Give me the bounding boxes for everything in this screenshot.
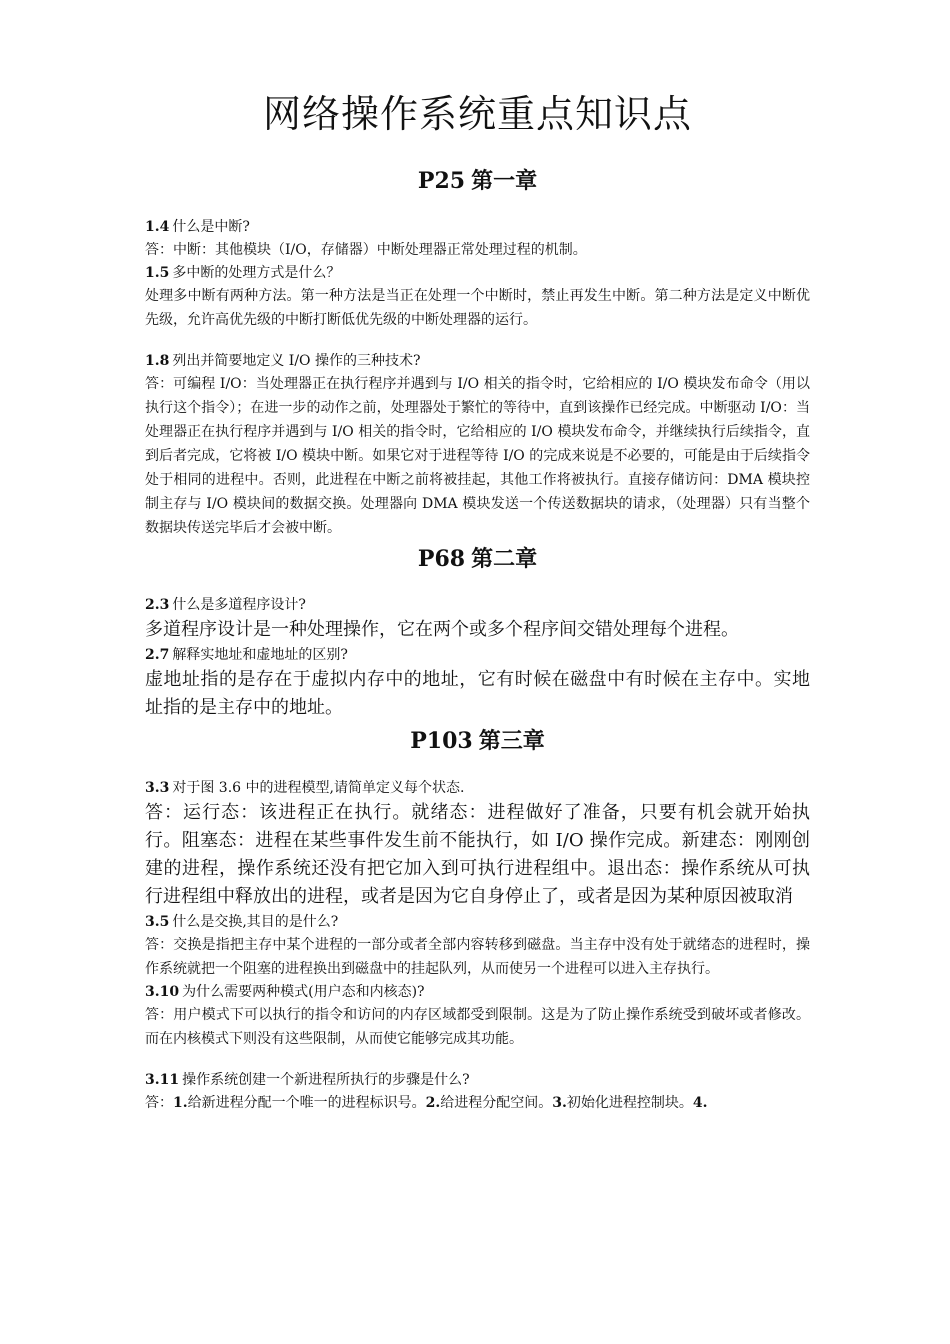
question-number: 3.11	[145, 1071, 180, 1088]
question-text: 什么是中断?	[172, 218, 250, 235]
step-text: 初始化进程控制块。	[566, 1094, 693, 1111]
question	[145, 262, 810, 284]
question-number: 3.10	[145, 983, 180, 1000]
chapter-number: P25	[417, 167, 466, 194]
step-text: 给进程分配空间。	[440, 1094, 553, 1111]
step-number: 4.	[692, 1094, 708, 1111]
answer-text: 答：运行态：该进程正在执行。就绪态：进程做好了准备，只要有机会就开始执行。阻塞态：进程在某些事件发生前不能执行，如 I/O 操作完成。新建态：刚刚创建的进程，操作系统还没有把它加入到可执行进程组中。退出态：操作系统从可执行进程组中释放出的进程，或者是因为它自身停止了，或者是因为某种原因被取消	[145, 801, 810, 907]
question-number: 1.4	[145, 218, 170, 235]
question	[145, 981, 810, 1003]
answer-text: 虚地址指的是存在于虚拟内存中的地址，它有时候在磁盘中有时候在主存中。实地址指的是主存中的地址。	[145, 669, 810, 719]
answer-text: 多道程序设计是一种处理操作，它在两个或多个程序间交错处理每个进程。	[145, 619, 739, 641]
answer-text: 答：中断：其他模块（I/O，存储器）中断处理器正常处理过程的机制。	[145, 241, 587, 258]
question-text: 列出并简要地定义 I/O 操作的三种技术?	[172, 352, 421, 369]
question-text: 什么是多道程序设计?	[172, 597, 306, 614]
document-title: 网络操作系统重点知识点	[262, 92, 692, 136]
answer-prefix: 答：	[145, 1094, 173, 1111]
chapter-heading	[145, 546, 810, 572]
step-number: 3.	[552, 1094, 567, 1111]
answer-steps	[145, 1091, 810, 1115]
question-text: 操作系统创建一个新进程所执行的步骤是什么?	[182, 1071, 470, 1088]
question	[145, 594, 810, 616]
question-text: 为什么需要两种模式(用户态和内核态)?	[182, 983, 425, 1000]
question-number: 3.3	[145, 779, 170, 796]
question-text: 多中断的处理方式是什么？	[172, 264, 341, 281]
step-number: 1.	[173, 1094, 188, 1111]
question	[145, 644, 810, 666]
step-text: 给新进程分配一个唯一的进程标识号。	[187, 1094, 426, 1111]
step-number: 2.	[425, 1094, 441, 1111]
question	[145, 777, 810, 799]
chapter-number: P68	[417, 545, 466, 572]
chapter-label: 第三章	[478, 728, 545, 755]
answer-text: 答：可编程 I/O：当处理器正在执行程序并遇到与 I/O 相关的指令时，它给相应的 I/O 模块发布命令（用以执行这个指令）；在进一步的动作之前，处理器处于繁忙的等待中，直到该操作已经完成。中断驱动 I/O：当处理器正在执行程序并遇到与 I/O 相关的指令时，它给相应的 I/O 模块发布命令，并继续执行后续指令，直到后者完成，它将被 I/O 模块中断。如果它对于进程等待 I/O 的完成来说是不必要的，可能是由于后续指令处于相同的进程中。否则，此进程在中断之前将被挂起，其他工作将被执行。直接存储访问：DMA 模块控制主存与 I/O 模块间的数据交换。处理器向 DMA 模块发送一个传送数据块的请求，（处理器）只有当整个数据块传送完毕后才会被中断。	[145, 375, 810, 536]
question-number: 2.3	[145, 597, 170, 614]
document-page	[145, 92, 810, 1115]
chapter-number: P103	[410, 728, 473, 755]
question-text: 解释实地址和虚地址的区别?	[172, 647, 348, 664]
question	[145, 911, 810, 933]
chapter-heading	[145, 728, 810, 754]
answer-text: 答：交换是指把主存中某个进程的一部分或者全部内容转移到磁盘。当主存中没有处于就绪态的进程时，操作系统就把一个阻塞的进程换出到磁盘中的挂起队列，从而使另一个进程可以进入主存执行。	[145, 936, 810, 977]
question-number: 3.5	[145, 913, 170, 930]
question	[145, 216, 810, 238]
question	[145, 350, 810, 372]
chapter-heading	[145, 168, 810, 194]
answer-text: 答：用户模式下可以执行的指令和访问的内存区域都受到限制。这是为了防止操作系统受到破坏或者修改。而在内核模式下则没有这些限制，从而使它能够完成其功能。	[145, 1006, 810, 1047]
chapter-label: 第一章	[471, 167, 538, 194]
question	[145, 1069, 810, 1091]
chapter-label: 第二章	[471, 545, 538, 572]
question-number: 1.5	[145, 264, 170, 281]
question-text: 对于图 3.6 中的进程模型,请简单定义每个状态.	[172, 779, 465, 796]
question-number: 1.8	[145, 352, 170, 369]
question-number: 2.7	[145, 647, 170, 664]
answer-text: 处理多中断有两种方法。第一种方法是当正在处理一个中断时，禁止再发生中断。第二种方法是定义中断优先级，允许高优先级的中断打断低优先级的中断处理器的运行。	[145, 287, 810, 328]
question-text: 什么是交换,其目的是什么?	[172, 913, 339, 930]
